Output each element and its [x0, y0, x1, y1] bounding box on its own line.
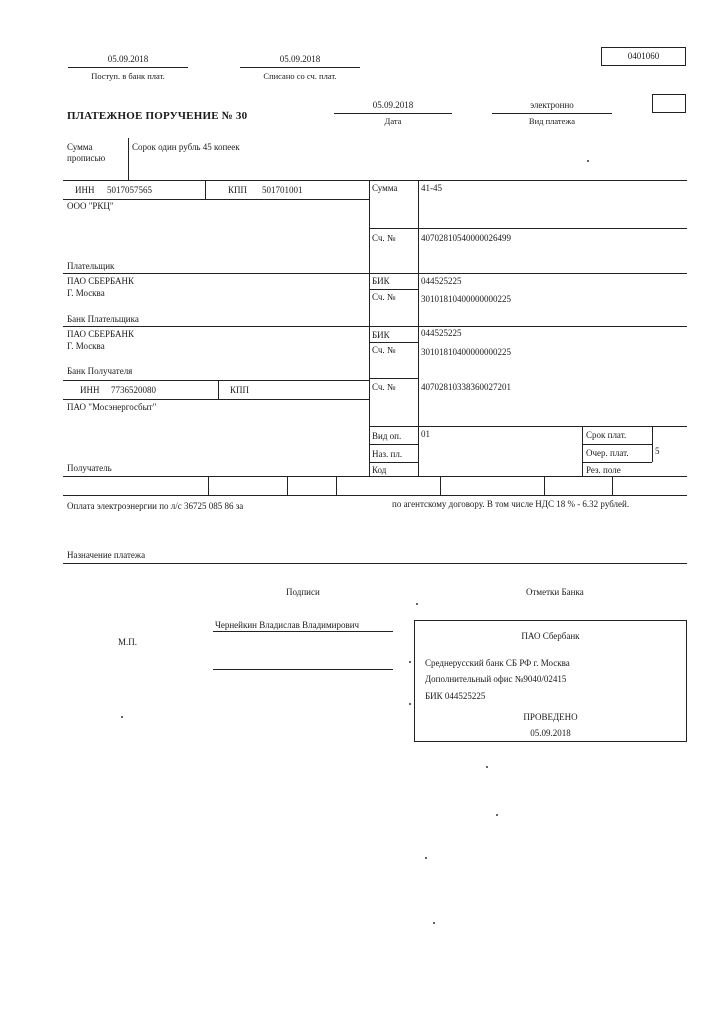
- signature-line-2: [213, 669, 393, 670]
- payment-type: электронно: [530, 100, 574, 110]
- tax-col-1: [208, 476, 209, 495]
- payee-bank-bik-line: [369, 342, 418, 343]
- bank-stamp: [414, 620, 687, 742]
- order-code-box: [652, 94, 686, 113]
- payee-kpp-label: КПП: [230, 385, 250, 395]
- order-date: 05.09.2018: [372, 100, 414, 110]
- form-code: 0401060: [627, 51, 660, 61]
- signer-name: Чернейкин Владислав Владимирович: [215, 620, 360, 630]
- signatures-label: Подписи: [286, 587, 320, 597]
- operation-col-divider: [582, 426, 583, 476]
- operation-row-line-2b: [582, 462, 652, 463]
- grid-col-left: [369, 180, 370, 476]
- scan-speck: [587, 160, 589, 162]
- payer-inn-line: [63, 199, 369, 200]
- stamp-date: 05.09.2018: [530, 728, 571, 738]
- amount-label: Сумма: [372, 183, 398, 193]
- payee-name: ПАО "Мосэнергосбыт": [67, 402, 157, 412]
- payer-account-line: [369, 228, 687, 229]
- payee-inn-top-line: [63, 380, 369, 381]
- received-date-line: [68, 67, 188, 68]
- stamp-office: Дополнительный офис №9040/02415: [425, 674, 567, 684]
- received-label: Поступ. в банк плат.: [91, 71, 165, 81]
- payer-kpp-label: КПП: [228, 185, 248, 195]
- operation-row-line-1a: [369, 444, 418, 445]
- payer-account-label: Сч. №: [372, 233, 396, 243]
- payer-bank-label: Банк Плательщика: [67, 314, 139, 324]
- rez-label: Рез. поле: [586, 465, 621, 475]
- operation-row-line-2a: [369, 462, 418, 463]
- amount-words-label-1: Сумма: [67, 142, 93, 152]
- payer-bank-name: ПАО СБЕРБАНК: [67, 276, 135, 286]
- payer-bank-city: Г. Москва: [67, 288, 105, 298]
- payee-account: 40702810338360027201: [421, 382, 511, 392]
- payer-name: ООО "РКЦ": [67, 201, 114, 211]
- amount-words-value: Сорок один рубль 45 копеек: [132, 142, 240, 152]
- scan-speck: [409, 661, 411, 663]
- operation-top-line: [369, 426, 687, 427]
- order-date-line: [334, 113, 452, 114]
- form-code-box: [601, 47, 686, 66]
- purpose-bottom-line: [63, 563, 687, 564]
- scan-speck: [121, 716, 123, 718]
- tax-col-6: [612, 476, 613, 495]
- scan-speck: [416, 603, 418, 605]
- payee-bank-account: 30101810400000000225: [421, 347, 511, 357]
- tax-col-3: [336, 476, 337, 495]
- tax-col-2: [287, 476, 288, 495]
- mp-label: М.П.: [118, 637, 138, 647]
- grid-col-mid: [418, 180, 419, 476]
- payer-label: Плательщик: [67, 261, 115, 271]
- payer-inn-divider: [205, 180, 206, 199]
- srok-label: Срок плат.: [586, 430, 627, 440]
- payment-type-line: [492, 113, 612, 114]
- amount-words-label-2: прописью: [67, 153, 106, 163]
- tax-row-top-line: [63, 476, 687, 477]
- payee-bank-bik-label: БИК: [372, 330, 390, 340]
- payer-bank-bik-line: [369, 289, 418, 290]
- payee-inn-label: ИНН: [80, 385, 100, 395]
- signature-line-1: [213, 631, 393, 632]
- payer-bank-account-label: Сч. №: [372, 292, 396, 302]
- payee-bank-top-line: [63, 326, 687, 327]
- payer-bank-bik-label: БИК: [372, 276, 390, 286]
- purpose-text-2: по агентскому договору. В том числе НДС 18 % - 6.32 рублей.: [392, 499, 630, 509]
- stamp-status: ПРОВЕДЕНО: [523, 712, 578, 722]
- payer-account: 40702810540000026499: [421, 233, 511, 243]
- debited-date-line: [240, 67, 360, 68]
- payer-bank-bik: 044525225: [421, 276, 462, 286]
- scan-speck: [486, 766, 488, 768]
- stamp-bik: БИК 044525225: [425, 691, 486, 701]
- received-date: 05.09.2018: [107, 54, 149, 64]
- debited-date: 05.09.2018: [279, 54, 321, 64]
- vid-op-label: Вид оп.: [372, 431, 402, 441]
- payee-bank-name: ПАО СБЕРБАНК: [67, 329, 135, 339]
- scan-speck: [433, 922, 435, 924]
- operation-row-line-1b: [582, 444, 652, 445]
- scan-speck: [409, 703, 411, 705]
- bank-marks-label: Отметки Банка: [526, 587, 584, 597]
- tax-col-5: [544, 476, 545, 495]
- payer-inn-label: ИНН: [75, 185, 95, 195]
- purpose-label: Назначение платежа: [67, 550, 146, 560]
- page-title: ПЛАТЕЖНОЕ ПОРУЧЕНИЕ № 30: [67, 110, 248, 122]
- grid-line-top: [63, 180, 687, 181]
- amount-words-divider: [128, 138, 129, 180]
- payee-bank-city: Г. Москва: [67, 341, 105, 351]
- payer-kpp: 501701001: [262, 185, 303, 195]
- payment-type-label: Вид платежа: [528, 116, 576, 126]
- vid-op-value: 01: [421, 429, 430, 439]
- naz-pl-label: Наз. пл.: [372, 449, 403, 459]
- purpose-text-1: Оплата электроэнергии по л/с 36725 085 86 за: [67, 501, 244, 511]
- scan-speck: [425, 857, 427, 859]
- debited-label: Списано со сч. плат.: [263, 71, 337, 81]
- order-date-label: Дата: [384, 116, 402, 126]
- kod-label: Код: [372, 465, 387, 475]
- scan-speck: [496, 814, 498, 816]
- payer-inn: 5017057565: [107, 185, 152, 195]
- payer-bank-top-line: [63, 273, 687, 274]
- payer-bank-account: 30101810400000000225: [421, 294, 511, 304]
- payee-bank-label: Банк Получателя: [67, 366, 133, 376]
- payee-bank-account-label: Сч. №: [372, 345, 396, 355]
- amount-value: 41-45: [421, 183, 442, 193]
- payee-label: Получатель: [67, 463, 112, 473]
- payee-account-top-line: [369, 378, 418, 379]
- tax-row-bottom-line: [63, 495, 687, 496]
- payee-bank-bik: 044525225: [421, 328, 462, 338]
- tax-col-4: [440, 476, 441, 495]
- ocher-value: 5: [655, 446, 660, 456]
- stamp-branch: Среднерусский банк СБ РФ г. Москва: [425, 658, 570, 668]
- payee-inn: 7736520080: [111, 385, 156, 395]
- payee-inn-bottom-line: [63, 399, 369, 400]
- payee-inn-divider: [218, 380, 219, 399]
- ocher-label: Очер. плат.: [586, 448, 629, 458]
- payee-account-label: Сч. №: [372, 382, 396, 392]
- stamp-bank: ПАО Сбербанк: [521, 631, 580, 641]
- operation-col-divider-2: [652, 426, 653, 462]
